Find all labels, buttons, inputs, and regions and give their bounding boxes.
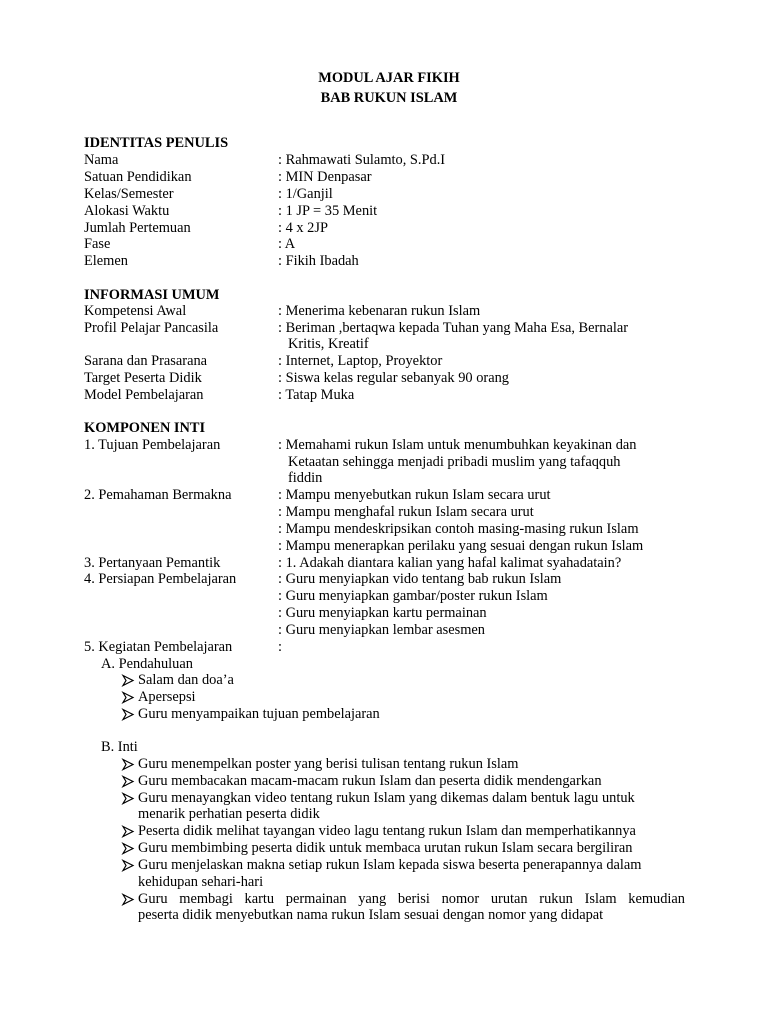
list-item-text: Guru menyampaikan tujuan pembelajaran bbox=[138, 706, 380, 722]
row-value: : Mampu mendeskripsikan contoh masing-masing rukun Islam bbox=[278, 521, 639, 537]
identitas-row bbox=[84, 203, 694, 220]
row-value-continuation: Kritis, Kreatif bbox=[288, 336, 369, 352]
komponen-row bbox=[84, 588, 694, 605]
row-value: : Rahmawati Sulamto, S.Pd.I bbox=[278, 152, 446, 168]
komponen-row bbox=[84, 605, 694, 622]
row-label: Sarana dan Prasarana bbox=[84, 353, 208, 369]
row-label: Alokasi Waktu bbox=[84, 203, 170, 219]
arrowhead-bullet-icon bbox=[121, 689, 135, 706]
list-item-text: Peserta didik melihat tayangan video lagu tentang rukun Islam dan memperhatikannya bbox=[138, 823, 636, 839]
section-heading-informasi: INFORMASI UMUM bbox=[84, 287, 220, 303]
row-label: Fase bbox=[84, 236, 111, 252]
row-label: Jumlah Pertemuan bbox=[84, 220, 191, 236]
section-heading-identitas: IDENTITAS PENULIS bbox=[84, 135, 229, 151]
informasi-row bbox=[84, 353, 694, 370]
row-label: Elemen bbox=[84, 253, 128, 269]
list-item-continuation: peserta didik menyebutkan nama rukun Islam sesuai dengan nomor yang didapat bbox=[138, 907, 604, 923]
list-item-text: Guru menempelkan poster yang berisi tulisan tentang rukun Islam bbox=[138, 756, 519, 772]
row-value: : bbox=[278, 639, 282, 655]
document-title: MODUL AJAR FIKIH bbox=[318, 70, 460, 86]
row-value: : A bbox=[278, 236, 296, 252]
identitas-row bbox=[84, 186, 694, 203]
arrowhead-bullet-icon bbox=[121, 672, 135, 689]
row-value: : Tatap Muka bbox=[278, 387, 355, 403]
komponen-row bbox=[84, 622, 694, 639]
komponen-row bbox=[84, 504, 694, 521]
row-label: Satuan Pendidikan bbox=[84, 169, 192, 185]
arrowhead-bullet-icon bbox=[121, 756, 135, 773]
list-item-text: Guru menayangkan video tentang rukun Islam yang dikemas dalam bentuk lagu untuk bbox=[138, 790, 635, 806]
row-label: 4. Persiapan Pembelajaran bbox=[84, 571, 237, 587]
row-value: : Siswa kelas regular sebanyak 90 orang bbox=[278, 370, 509, 386]
row-value: : Memahami rukun Islam untuk menumbuhkan keyakinan dan bbox=[278, 437, 637, 453]
row-label: Kelas/Semester bbox=[84, 186, 174, 202]
row-value: : 4 x 2JP bbox=[278, 220, 328, 236]
arrowhead-bullet-icon bbox=[121, 790, 135, 807]
list-item-text: Guru membimbing peserta didik untuk membaca urutan rukun Islam secara bergiliran bbox=[138, 840, 633, 856]
informasi-row bbox=[84, 387, 694, 404]
row-value: : Fikih Ibadah bbox=[278, 253, 359, 269]
row-label: Nama bbox=[84, 152, 119, 168]
row-value: : 1 JP = 35 Menit bbox=[278, 203, 378, 219]
list-item-text: Guru menjelaskan makna setiap rukun Islam kepada siswa beserta penerapannya dalam bbox=[138, 857, 642, 873]
subsection-title-inti: B. Inti bbox=[101, 739, 138, 755]
identitas-row bbox=[84, 220, 694, 237]
identitas-row bbox=[84, 169, 694, 186]
row-value: : Internet, Laptop, Proyektor bbox=[278, 353, 443, 369]
identitas-row bbox=[84, 152, 694, 169]
komponen-row bbox=[84, 487, 694, 504]
arrowhead-bullet-icon bbox=[121, 706, 135, 723]
row-label: 3. Pertanyaan Pemantik bbox=[84, 555, 221, 571]
list-item-text: Guru membacakan macam-macam rukun Islam dan peserta didik mendengarkan bbox=[138, 773, 602, 789]
document-subtitle: BAB RUKUN ISLAM bbox=[320, 90, 458, 106]
komponen-row bbox=[84, 437, 694, 454]
row-value-continuation: fiddin bbox=[288, 470, 323, 486]
row-value: : Beriman ,bertaqwa kepada Tuhan yang Maha Esa, Bernalar bbox=[278, 320, 629, 336]
row-value: : Guru menyiapkan vido tentang bab rukun Islam bbox=[278, 571, 562, 587]
list-item-text: Salam dan doa’a bbox=[138, 672, 234, 688]
row-value: : Menerima kebenaran rukun Islam bbox=[278, 303, 481, 319]
row-value: : 1. Adakah diantara kalian yang hafal kalimat syahadatain? bbox=[278, 555, 622, 571]
komponen-row bbox=[84, 555, 694, 572]
row-value: : Guru menyiapkan lembar asesmen bbox=[278, 622, 485, 638]
informasi-row bbox=[84, 370, 694, 387]
arrowhead-bullet-icon bbox=[121, 840, 135, 857]
row-value: : Mampu menerapkan perilaku yang sesuai dengan rukun Islam bbox=[278, 538, 644, 554]
komponen-row bbox=[84, 521, 694, 538]
row-value: : 1/Ganjil bbox=[278, 186, 333, 202]
row-label: 5. Kegiatan Pembelajaran bbox=[84, 639, 233, 655]
list-item-text: Apersepsi bbox=[138, 689, 196, 705]
arrowhead-bullet-icon bbox=[121, 773, 135, 790]
row-label: 1. Tujuan Pembelajaran bbox=[84, 437, 221, 453]
komponen-row bbox=[84, 639, 694, 656]
list-item-continuation: kehidupan sehari-hari bbox=[138, 874, 264, 890]
row-value-continuation: Ketaatan sehingga menjadi pribadi muslim yang tafaqquh bbox=[288, 454, 621, 470]
arrowhead-bullet-icon bbox=[121, 891, 135, 908]
list-item-continuation: menarik perhatian peserta didik bbox=[138, 806, 320, 822]
informasi-row bbox=[84, 320, 694, 337]
row-label: Kompetensi Awal bbox=[84, 303, 187, 319]
identitas-row bbox=[84, 253, 694, 270]
row-label: 2. Pemahaman Bermakna bbox=[84, 487, 232, 503]
list-item-text: Guru membagi kartu permainan yang berisi nomor urutan rukun Islam kemudian bbox=[138, 891, 685, 907]
row-label: Profil Pelajar Pancasila bbox=[84, 320, 219, 336]
row-value: : MIN Denpasar bbox=[278, 169, 372, 185]
row-value: : Mampu menyebutkan rukun Islam secara urut bbox=[278, 487, 551, 503]
arrowhead-bullet-icon bbox=[121, 823, 135, 840]
row-value: : Mampu menghafal rukun Islam secara urut bbox=[278, 504, 534, 520]
komponen-row bbox=[84, 571, 694, 588]
subsection-title-pendahuluan: A. Pendahuluan bbox=[101, 656, 193, 672]
section-heading-komponen: KOMPONEN INTI bbox=[84, 420, 206, 436]
row-label: Target Peserta Didik bbox=[84, 370, 202, 386]
row-label: Model Pembelajaran bbox=[84, 387, 204, 403]
identitas-row bbox=[84, 236, 694, 253]
row-value: : Guru menyiapkan gambar/poster rukun Islam bbox=[278, 588, 548, 604]
komponen-row bbox=[84, 538, 694, 555]
informasi-row bbox=[84, 303, 694, 320]
row-value: : Guru menyiapkan kartu permainan bbox=[278, 605, 487, 621]
arrowhead-bullet-icon bbox=[121, 857, 135, 874]
